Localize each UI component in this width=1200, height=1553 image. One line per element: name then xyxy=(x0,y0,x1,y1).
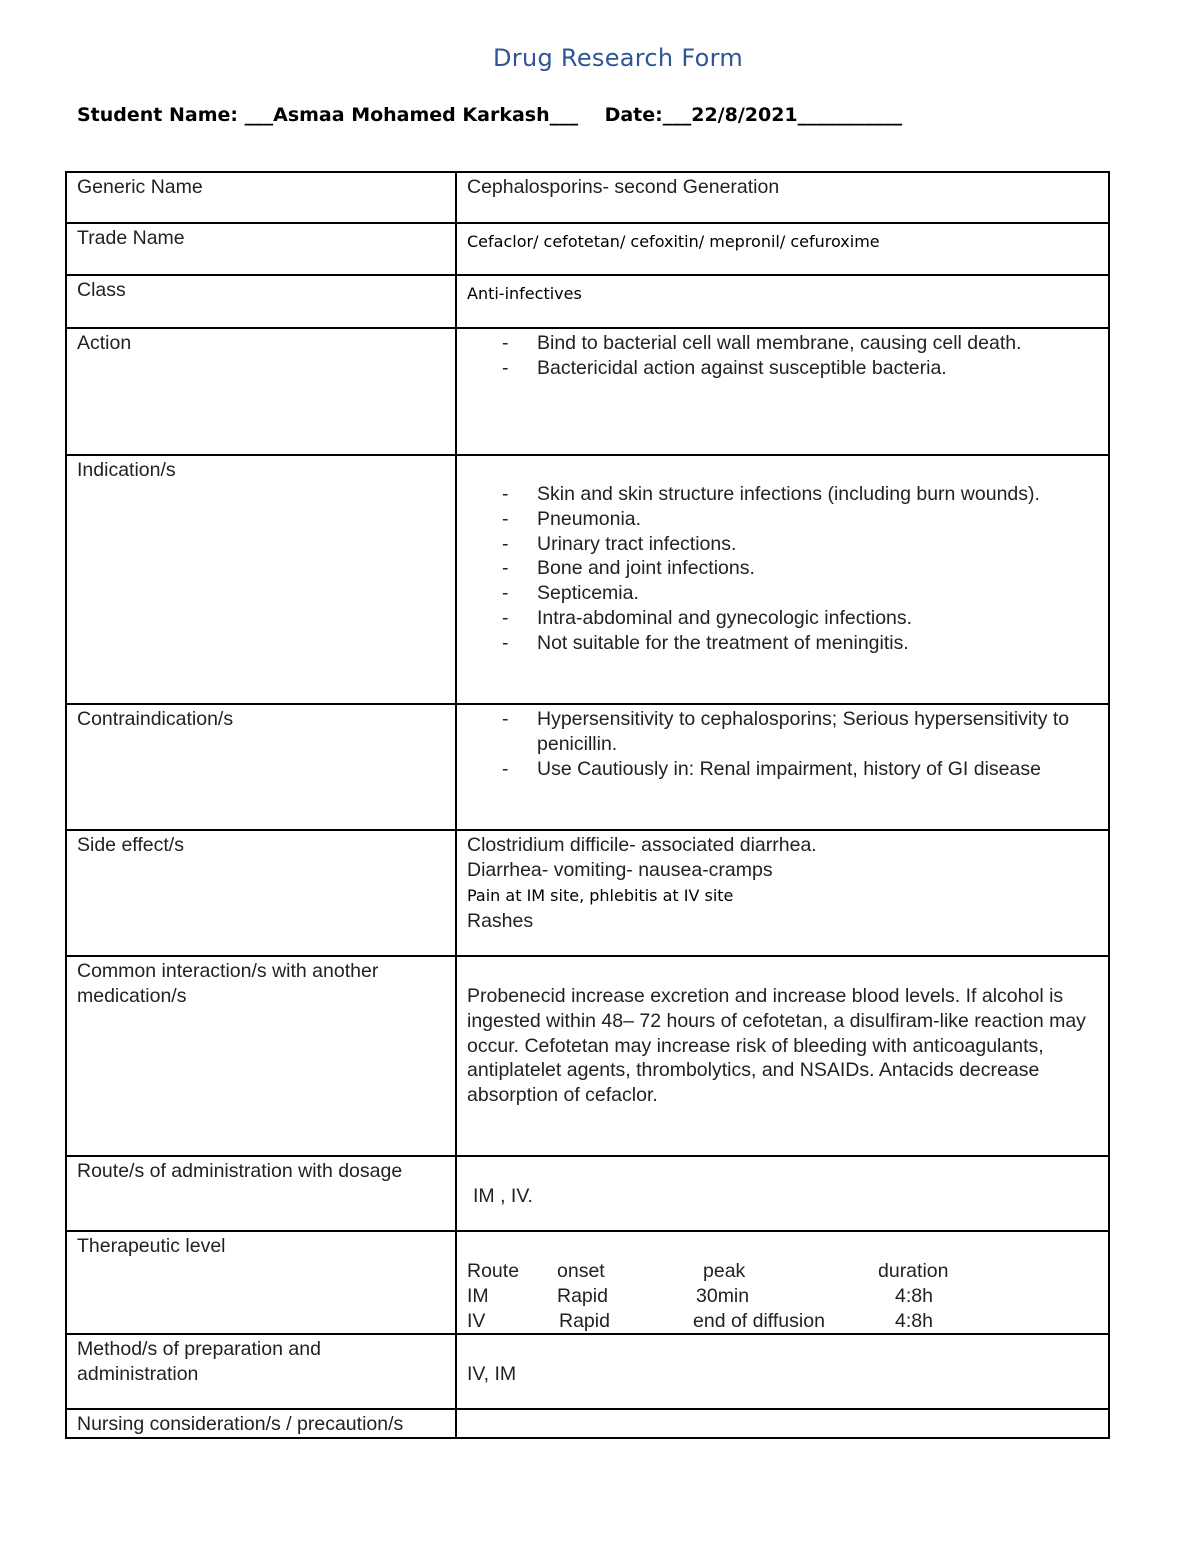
interactions-value: Probenecid increase excretion and increase blood levels. If alcohol is ingested within 48– 72 hours of cefotetan, a disulfiram-like reaction may occur. Cefotetan may increase risk of bleeding with anticoagulants, antiplatelet agents, thrombolytics, and NSAIDs. Antacids decrease absorption of cefaclor. xyxy=(467,985,1086,1107)
indications-label: Indication/s xyxy=(66,455,456,704)
therapeutic-cell: 4:8h xyxy=(895,1309,933,1332)
action-label: Action xyxy=(66,328,456,455)
side-effect-line: Rashes xyxy=(467,909,534,932)
nursing-value xyxy=(456,1409,1109,1438)
row-generic-name xyxy=(66,172,1109,223)
therapeutic-header-row xyxy=(467,1259,978,1284)
therapeutic-header: onset xyxy=(557,1260,605,1282)
indication-item: - Skin and skin structure infections (including burn wounds). xyxy=(537,482,1098,507)
side-effect-line: Clostridium difficile- associated diarrhea. xyxy=(467,834,817,856)
row-contraindications xyxy=(66,704,1109,830)
contraindications-list xyxy=(467,707,1098,781)
therapeutic-header: peak xyxy=(703,1260,746,1282)
row-side-effects xyxy=(66,830,1109,956)
action-list xyxy=(467,331,1098,381)
contraindication-item: - Hypersensitivity to cephalosporins; Serious hypersensitivity to penicillin. xyxy=(537,707,1098,757)
page-title: Drug Research Form xyxy=(493,44,743,72)
therapeutic-cell: Rapid xyxy=(559,1309,610,1332)
therapeutic-cell: 4:8h xyxy=(895,1284,933,1307)
therapeutic-level-table xyxy=(467,1259,978,1333)
route-label: Route/s of administration with dosage xyxy=(66,1156,456,1231)
row-method xyxy=(66,1334,1109,1409)
class-label: Class xyxy=(66,275,456,328)
contraindications-label: Contraindication/s xyxy=(66,704,456,830)
indications-list xyxy=(467,458,1098,656)
row-route xyxy=(66,1156,1109,1231)
row-trade-name xyxy=(66,223,1109,275)
student-name-date-line: Student Name: ___Asmaa Mohamed Karkash___ Date:___22/8/2021___________ xyxy=(77,104,903,126)
therapeutic-header: Route xyxy=(467,1260,520,1282)
generic-name-value: Cephalosporins- second Generation xyxy=(456,172,1109,223)
class-value: Anti-infectives xyxy=(467,284,582,303)
therapeutic-row xyxy=(467,1284,978,1309)
generic-name-label: Generic Name xyxy=(66,172,456,223)
contraindication-item: - Use Cautiously in: Renal impairment, history of GI disease xyxy=(537,757,1098,782)
therapeutic-header: duration xyxy=(878,1260,949,1282)
drug-research-table xyxy=(65,171,1110,1439)
therapeutic-cell: IV xyxy=(467,1309,486,1332)
action-item: - Bind to bacterial cell wall membrane, causing cell death. xyxy=(537,331,1098,356)
side-effects-label: Side effect/s xyxy=(66,830,456,956)
method-label: Method/s of preparation and administration xyxy=(66,1334,456,1409)
route-value: IM , IV. xyxy=(473,1185,533,1207)
trade-name-value: Cefaclor/ cefotetan/ cefoxitin/ mepronil/ cefuroxime xyxy=(467,232,880,251)
side-effect-line: Pain at IM site, phlebitis at IV site xyxy=(467,885,734,905)
interactions-label: Common interaction/s with another medication/s xyxy=(66,956,456,1156)
side-effect-line: Diarrhea- vomiting- nausea-cramps xyxy=(467,858,773,881)
therapeutic-cell: end of diffusion xyxy=(693,1309,825,1332)
trade-name-label: Trade Name xyxy=(66,223,456,275)
action-item: - Bactericidal action against susceptible bacteria. xyxy=(537,356,1098,381)
row-therapeutic-level xyxy=(66,1231,1109,1334)
therapeutic-cell: IM xyxy=(467,1284,489,1307)
row-interactions xyxy=(66,956,1109,1156)
method-value: IV, IM xyxy=(467,1363,517,1386)
row-nursing xyxy=(66,1409,1109,1438)
therapeutic-row xyxy=(467,1309,978,1334)
indication-item: - Intra-abdominal and gynecologic infections. xyxy=(537,606,1098,631)
row-class xyxy=(66,275,1109,328)
therapeutic-cell: Rapid xyxy=(557,1284,608,1307)
row-action xyxy=(66,328,1109,455)
indication-item: - Pneumonia. xyxy=(537,507,1098,532)
therapeutic-cell: 30min xyxy=(696,1284,750,1307)
row-indications xyxy=(66,455,1109,704)
indication-item: - Not suitable for the treatment of meningitis. xyxy=(537,631,1098,656)
nursing-label: Nursing consideration/s / precaution/s xyxy=(66,1409,456,1438)
indication-item: - Septicemia. xyxy=(537,581,1098,606)
indication-item: - Urinary tract infections. xyxy=(537,532,1098,557)
indication-item: - Bone and joint infections. xyxy=(537,556,1098,581)
therapeutic-label: Therapeutic level xyxy=(66,1231,456,1334)
